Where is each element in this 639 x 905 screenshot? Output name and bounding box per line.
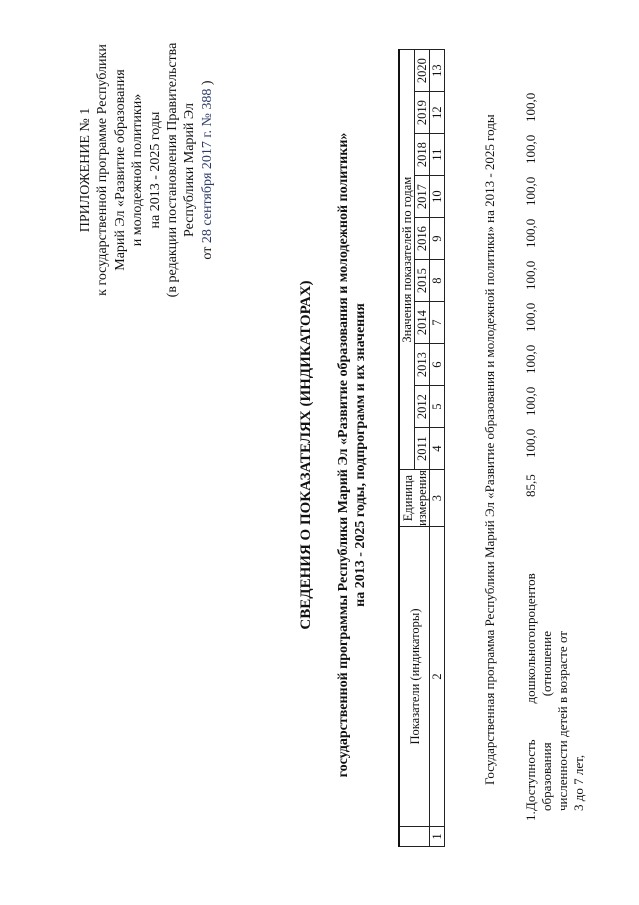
colnum-cell: 10: [430, 176, 445, 218]
section-title: Государственная программа Республики Марий Эл «Развитие образования и молодежной политики» на 2013 - 2025 годы: [482, 114, 497, 785]
row-value: 85,5: [523, 474, 538, 497]
row-value: 100,0: [523, 218, 538, 248]
colnum-cell: 11: [430, 134, 445, 176]
header-unit: [399, 470, 430, 527]
year-cell: 2020: [415, 50, 430, 92]
colnum-cell: 8: [430, 260, 445, 302]
year-cell: 2011: [415, 428, 430, 470]
colnum-cell: 6: [430, 344, 445, 386]
year-cell: 2013: [415, 344, 430, 386]
appendix-line: и молодежной политики»: [130, 93, 146, 247]
header-unit-line: измерения: [414, 470, 429, 526]
year-cell: 2016: [415, 218, 430, 260]
year-cell: 2019: [415, 92, 430, 134]
appendix-date-line: [199, 25, 216, 315]
row-value: 100,0: [523, 92, 538, 122]
year-cell: 2018: [415, 134, 430, 176]
row-value: 100,0: [523, 260, 538, 290]
colnum-cell: 4: [430, 428, 445, 470]
appendix-line: Республики Марий Эл: [182, 103, 198, 237]
appendix-line: ПРИЛОЖЕНИЕ № 1: [78, 107, 93, 233]
date-value: 28 сентября 2017 г. № 388: [199, 88, 215, 244]
date-prefix: от: [199, 246, 215, 260]
header-indicators: Показатели (индикаторы): [399, 527, 430, 827]
row-value: 100,0: [523, 344, 538, 374]
header-unit-line: Единица: [400, 474, 415, 522]
page-subtitle-2: на 2013 - 2025 годы, подпрограмм и их значения: [353, 303, 368, 607]
row-number: 1.: [523, 811, 538, 821]
colnum-cell: 1: [430, 827, 445, 847]
row-value: 100,0: [523, 302, 538, 332]
colnum-cell: 13: [430, 50, 445, 92]
appendix-block: [77, 25, 216, 315]
colnum-cell: 12: [430, 92, 445, 134]
page-subtitle: государственной программы Республики Марий Эл «Развитие образования и молодежной политики»: [336, 132, 351, 778]
row-value: 100,0: [523, 134, 538, 164]
year-cell: 2012: [415, 386, 430, 428]
row-unit: процентов: [523, 573, 538, 631]
appendix-line: к государственной программе Республики: [95, 44, 111, 296]
colnum-cell: 3: [430, 470, 445, 527]
header-values: Значения показателей по годам: [399, 50, 415, 470]
colnum-cell: 2: [430, 527, 445, 827]
date-suffix: ): [199, 80, 215, 86]
row-indicator-text: Доступность дошкольного образования (отношение численности детей в возрасте от 3 до 7 лет,: [523, 631, 586, 811]
colnum-cell: 7: [430, 302, 445, 344]
year-cell: 2017: [415, 176, 430, 218]
row-value: 100,0: [523, 428, 538, 458]
appendix-line: на 2013 - 2025 годы: [147, 111, 163, 229]
row-value: 100,0: [523, 176, 538, 206]
page-title: СВЕДЕНИЯ О ПОКАЗАТЕЛЯХ (ИНДИКАТОРАХ): [298, 280, 314, 630]
year-cell: 2015: [415, 260, 430, 302]
appendix-line: Марий Эл «Развитие образования: [112, 69, 128, 271]
appendix-line: (в редакции постановления Правительства: [165, 42, 181, 298]
header-cell-num: [399, 827, 430, 847]
row-value: 100,0: [523, 386, 538, 416]
colnum-cell: 5: [430, 386, 445, 428]
year-cell: 2014: [415, 302, 430, 344]
indicators-table: [398, 49, 445, 847]
colnum-cell: 9: [430, 218, 445, 260]
